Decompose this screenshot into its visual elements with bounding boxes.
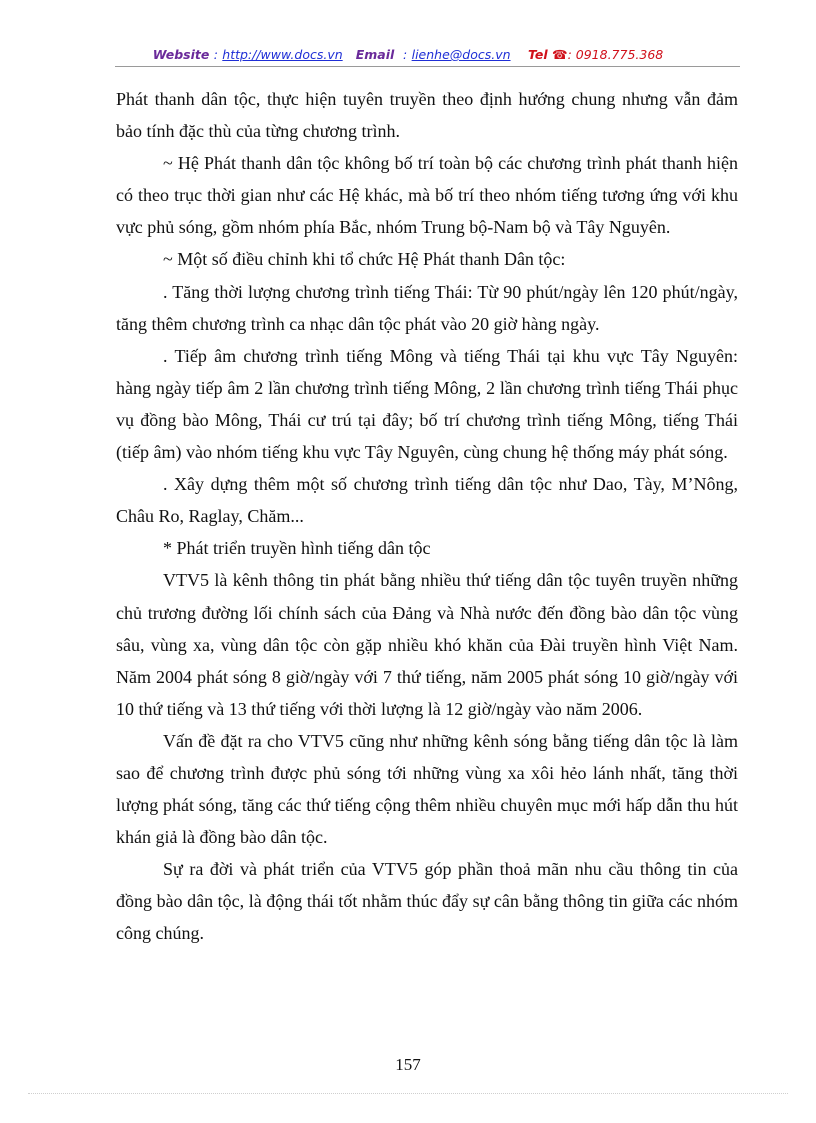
- website-separator: :: [213, 47, 218, 62]
- paragraph: ~ Hệ Phát thanh dân tộc không bố trí toàn bộ các chương trình phát thanh hiện có theo trục thời gian như các Hệ khác, mà bố trí theo nhóm tiếng tương ứng với khu vực phủ sóng, gồm nhóm phía Bắc, nhóm Trung bộ-Nam bộ và Tây Nguyên.: [116, 153, 738, 238]
- email-link[interactable]: lienhe@docs.vn: [411, 47, 511, 62]
- paragraph: ~ Một số điều chỉnh khi tổ chức Hệ Phát thanh Dân tộc:: [163, 249, 566, 270]
- page-header: [0, 47, 816, 62]
- paragraph: . Tăng thời lượng chương trình tiếng Thái: Từ 90 phút/ngày lên 120 phút/ngày, tăng thêm chương trình ca nhạc dân tộc phát vào 20 giờ hàng ngày.: [116, 281, 738, 334]
- section-heading: * Phát triển truyền hình tiếng dân tộc: [163, 538, 431, 559]
- tel-value: : 0918.775.368: [567, 47, 664, 62]
- footer-divider: [28, 1093, 788, 1094]
- paragraph: Phát thanh dân tộc, thực hiện tuyên truyền theo định hướng chung nhưng vẫn đảm bảo tính đặc thù của từng chương trình.: [116, 89, 738, 142]
- paragraph: VTV5 là kênh thông tin phát bằng nhiều thứ tiếng dân tộc tuyên truyền những chủ trương đường lối chính sách của Đảng và Nhà nước đến đồng bào dân tộc vùng sâu, vùng xa, vùng dân tộc còn gặp nhiều khó khăn của Đài truyền hình Việt Nam. Năm 2004 phát sóng 8 giờ/ngày với 7 thứ tiếng, năm 2005 phát sóng 10 giờ/ngày với 10 thứ tiếng và 13 thứ tiếng với thời lượng là 12 giờ/ngày vào năm 2006.: [116, 570, 738, 719]
- document-body: [116, 83, 738, 950]
- website-link[interactable]: http://www.docs.vn: [222, 47, 343, 62]
- header-divider: [115, 66, 740, 67]
- paragraph: Vấn đề đặt ra cho VTV5 cũng như những kênh sóng bằng tiếng dân tộc là làm sao để chương trình được phủ sóng tới những vùng xa xôi hẻo lánh nhất, tăng thời lượng phát sóng, tăng các thứ tiếng cộng thêm nhiều chuyên mục mới hấp dẫn thu hút khán giả là đồng bào dân tộc.: [116, 730, 738, 848]
- page-number: 157: [395, 1055, 421, 1074]
- paragraph: . Tiếp âm chương trình tiếng Mông và tiếng Thái tại khu vực Tây Nguyên: hàng ngày tiếp âm 2 lần chương trình tiếng Mông, 2 lần chương trình tiếng Thái phục vụ đồng bào Mông, Thái cư trú tại đây; bố trí chương trình tiếng Mông, tiếng Thái (tiếp âm) vào nhóm tiếng khu vực Tây Nguyên, cùng chung hệ thống máy phát sóng.: [116, 345, 738, 463]
- email-label: Email: [355, 47, 395, 62]
- paragraph: Sự ra đời và phát triển của VTV5 góp phần thoả mãn nhu cầu thông tin của đồng bào dân tộc, là động thái tốt nhằm thúc đẩy sự cân bằng thông tin giữa các nhóm công chúng.: [116, 859, 738, 944]
- website-label: Website: [152, 47, 210, 62]
- tel-label: Tel ☎: [527, 47, 568, 62]
- paragraph: . Xây dựng thêm một số chương trình tiếng dân tộc như Dao, Tày, M’Nông, Châu Ro, Raglay, Chăm...: [116, 474, 738, 527]
- email-separator: :: [403, 47, 408, 62]
